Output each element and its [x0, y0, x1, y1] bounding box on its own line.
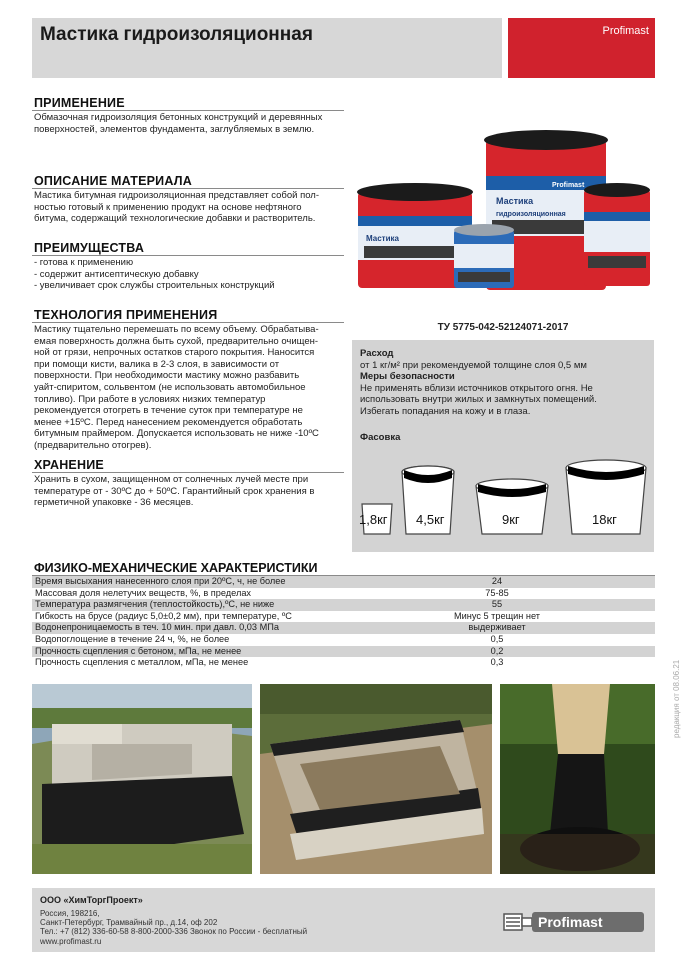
text-line: битума, содержащий технологические добавки и растворитель. — [34, 213, 316, 225]
bucket-icon — [584, 183, 650, 286]
description-text — [34, 190, 344, 225]
svg-text:Мастика: Мастика — [366, 234, 399, 243]
list-item: - готова к применению — [34, 257, 134, 268]
table-row: Время высыхания нанесенного слоя при 20ºС, ч, не более 24 — [32, 576, 655, 588]
text-line: (предварительно отогрев). — [34, 439, 152, 451]
consumption-text: от 1 кг/м² при рекомендуемой толщине слоя 0,5 мм — [360, 359, 587, 371]
package-label: 1,8кг — [359, 512, 388, 527]
text-line: ной от грязи, непрочных остатков старого покрытия. Наносится — [34, 347, 315, 359]
divider — [32, 322, 344, 323]
packaging-icons — [352, 458, 654, 538]
paintbrush-icon — [504, 914, 532, 930]
application-title: ПРИМЕНЕНИЕ — [34, 96, 125, 110]
safety-line: Избегать попадания на кожу и в глаза. — [360, 405, 531, 417]
text-line: при помощи кисти, валика в 2-3 слоя, в зависимости от — [34, 358, 280, 370]
tu-code: ТУ 5775-042-52124071-2017 — [437, 322, 569, 333]
advantages-list — [34, 257, 346, 292]
table-row: Температура размягчения (теплостойкость),ºС, не ниже 55 — [32, 599, 655, 611]
table-row: Водопоглощение в течение 24 ч, %, не более 0,5 — [35, 633, 504, 644]
text-line: топливо). При работе в условиях низких температур — [34, 393, 266, 405]
consumption-title: Расход — [360, 348, 394, 359]
table-row: Прочность сцепления с бетоном, мПа, не менее 0,2 — [32, 646, 655, 658]
table-title: ФИЗИКО-МЕХАНИЧЕСКИЕ ХАРАКТЕРИСТИКИ — [34, 561, 318, 575]
table-row: Водонепроницаемость в теч. 10 мин. при давл. 0,03 МПа выдерживает — [32, 622, 655, 634]
application-text — [34, 112, 346, 135]
description-title: ОПИСАНИЕ МАТЕРИАЛА — [34, 174, 192, 188]
text-line: менее +15ºС. Перед нанесением рекомендуется обработать — [34, 416, 303, 428]
table-row: Массовая доля нелетучих веществ, %, в пределах 75-85 — [35, 587, 509, 598]
packaging-title: Фасовка — [360, 432, 401, 443]
company-name: ООО «ХимТоргПроект» — [40, 895, 143, 905]
foundation-photo-2 — [260, 684, 492, 874]
brand-banner — [508, 18, 655, 78]
advantages-title: ПРЕИМУЩЕСТВА — [34, 241, 145, 255]
text-line: ностью готовый к применению продукт на основе нефтяного — [34, 201, 302, 213]
storage-title: ХРАНЕНИЕ — [34, 458, 104, 472]
consumption-block — [360, 348, 650, 418]
website-link[interactable]: www.profimast.ru — [40, 937, 102, 946]
text-line: уайт-спиритом, сольвентом (не использовать автомобильное — [34, 381, 306, 393]
foundation-photo-1 — [32, 684, 252, 874]
divider — [32, 472, 344, 473]
package-label: 18кг — [592, 512, 617, 527]
properties-table — [32, 576, 655, 669]
divider — [32, 188, 344, 189]
revision-note: редакция от 08.06.21 — [672, 659, 681, 738]
text-line: поверхностей, элементов фундамента, заглубляемых в землю. — [34, 123, 315, 135]
divider — [32, 255, 344, 256]
text-line: рекомендуется отогреть в течение суток при температуре не — [34, 405, 303, 417]
logo-text: Profimast — [538, 914, 603, 930]
phone-line: Тел.: +7 (812) 336-60-58 8-800-2000-336 Звонок по России - бесплатный — [40, 927, 308, 936]
spec-panel — [352, 340, 654, 552]
address-line: Санкт-Петербург, Трамвайный пр., д.14, оф 202 — [40, 918, 218, 927]
svg-text:Profimast: Profimast — [552, 182, 585, 189]
text-line: Хранить в сухом, защищенном от солнечных лучей месте при — [34, 474, 309, 485]
list-item: - содержит антисептическую добавку — [34, 268, 199, 280]
address-line: Россия, 198216, — [40, 909, 100, 918]
profimast-logo — [498, 908, 648, 936]
technology-text — [34, 324, 344, 452]
bucket-icon — [454, 224, 514, 288]
safety-title: Меры безопасности — [360, 371, 455, 383]
divider — [32, 110, 344, 111]
table-row: Гибкость на брусе (радиус 5,0±0,2 мм), при температуре, ºС Минус 5 трещин нет — [35, 610, 540, 621]
text-line: Обмазочная гидроизоляция бетонных конструкций и деревянных — [34, 112, 323, 123]
list-item: - увеличивает срок службы строительных конструкций — [34, 280, 275, 292]
package-label: 4,5кг — [416, 512, 445, 527]
text-line: битумным праймером. Допускается использовать не ниже -10ºС — [34, 428, 319, 440]
text-line: температуре от - 30ºС до + 50ºС. Гарантийный срок хранения в — [34, 485, 315, 497]
safety-line: использовать внутри жилых и замкнутых помещений. — [360, 394, 597, 406]
brand-label: Profimast — [602, 25, 649, 37]
text-line: емая поверхность должна быть сухой, предварительно очищен- — [34, 335, 319, 347]
text-line: поверхности. При необходимости мастику можно разбавить — [34, 370, 300, 382]
product-buckets-image — [356, 126, 656, 292]
storage-text — [34, 474, 344, 509]
package-label: 9кг — [502, 512, 520, 527]
table-row: Прочность сцепления с металлом, мПа, не менее 0,3 — [35, 657, 504, 668]
svg-text:Мастика: Мастика — [496, 196, 534, 206]
safety-line: Не применять вблизи источников открытого огня. Не — [360, 382, 593, 394]
page-title: Мастика гидроизоляционная — [40, 24, 313, 45]
technology-title: ТЕХНОЛОГИЯ ПРИМЕНЕНИЯ — [34, 308, 218, 322]
svg-text:гидроизоляционная: гидроизоляционная — [496, 211, 566, 218]
header-bar — [32, 18, 502, 78]
text-line: Мастику тщательно перемешать по всему объему. Обрабатыва- — [34, 324, 319, 335]
text-line: Мастика битумная гидроизоляционная представляет собой пол- — [34, 190, 320, 201]
text-line: герметичной упаковке - 36 месяцев. — [34, 497, 194, 509]
footer — [32, 888, 655, 952]
wooden-post-photo — [500, 684, 655, 874]
